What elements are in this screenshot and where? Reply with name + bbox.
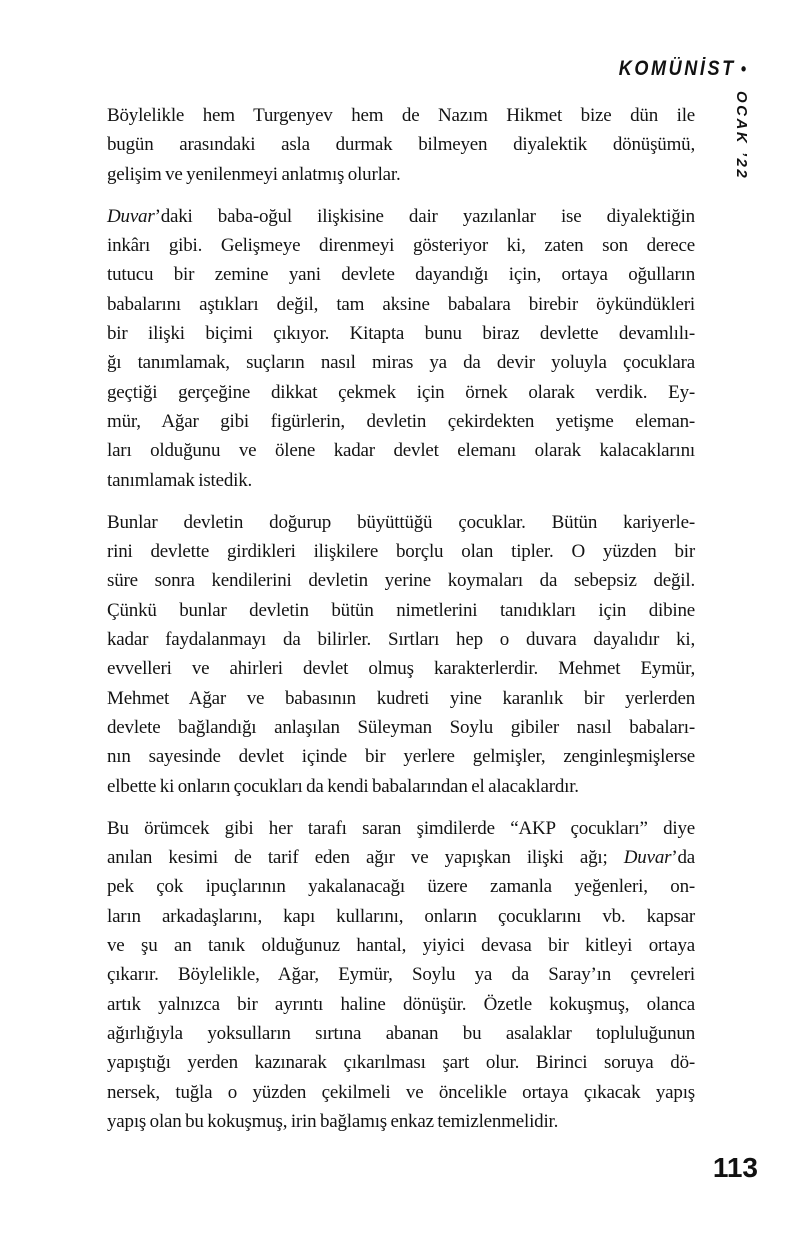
text-line: elbette ki onların çocukları da kendi babalarından el alacaklardır. <box>107 775 579 797</box>
text-line: yapıştığı yerden kazınarak çıkarılması şart olur. Birinci soruya dö- <box>107 1052 695 1074</box>
text-line: ğı tanımlamak, suçların nasıl miras ya da devir yoluyla çocuklara <box>107 352 695 374</box>
paragraph <box>107 508 695 801</box>
text-line: geçtiği gerçeğine dikkat çekmek için örnek olarak verdik. Ey- <box>107 381 695 403</box>
issue-label: OCAK ’22 <box>733 91 750 181</box>
text-line: ların arkadaşlarını, kapı kullarını, onların çocuklarını vb. kapsar <box>107 905 695 927</box>
magazine-title: KOMÜNİST <box>618 57 736 80</box>
text-line: yapış olan bu kokuşmuş, irin bağlamış enkaz temizlenmelidir. <box>107 1110 559 1132</box>
text-line: pek çok ipuçlarının yakalanacağı üzere zamanla yeğenleri, on- <box>107 876 695 898</box>
text-line: Bunlar devletin doğurup büyüttüğü çocuklar. Bütün kariyerle- <box>107 511 695 533</box>
text-line: evvelleri ve ahirleri devlet olmuş karakterlerdir. Mehmet Eymür, <box>107 658 695 680</box>
text-line: Bu örümcek gibi her tarafı saran şimdilerde “AKP çocukları” diye <box>107 817 695 839</box>
text-line: gelişim ve yenilenmeyi anlatmış olurlar. <box>107 163 401 185</box>
paragraph <box>107 202 695 495</box>
masthead <box>598 57 746 81</box>
page-number: 113 <box>712 1152 758 1183</box>
bullet-icon: • <box>740 59 746 79</box>
text-line: Böylelikle hem Turgenyev hem de Nazım Hikmet bize dün ile <box>107 105 695 126</box>
text-line: süre sonra kendilerini devletin yerine koymaları da sebepsiz değil. <box>107 570 695 592</box>
text-line: devlete bağlandığı anlaşılan Süleyman Soylu gibiler nasıl babaları- <box>107 716 695 738</box>
article-body <box>107 101 695 1136</box>
text-line: çıkarır. Böylelikle, Ağar, Eymür, Soylu ya da Saray’ın çevreleri <box>107 964 695 986</box>
text-line: babalarını aştıkları değil, tam aksine babalara birebir öykündükleri <box>107 293 695 315</box>
text-line: Mehmet Ağar ve babasının kudreti yine karanlık bir yerlerden <box>107 687 695 709</box>
paragraph <box>107 101 695 189</box>
text-line: Duvar’daki baba-oğul ilişkisine dair yazılanlar ise diyalektiğin <box>107 205 695 227</box>
text-line: tanımlamak istedik. <box>107 469 253 491</box>
text-line: rini devlette girdikleri ilişkilere borçlu olan tipler. O yüzden bir <box>107 541 695 563</box>
text-line: nersek, tuğla o yüzden çekilmeli ve öncelikle ortaya çıkacak yapış <box>107 1081 695 1103</box>
text-line: ağırlığıyla yoksulların sırtına abanan bu asalaklar topluluğunun <box>107 1022 695 1044</box>
text-line: nın sayesinde devlet içinde bir yerlere gelmişler, zenginleşmişlerse <box>107 746 695 768</box>
text-line: ve şu an tanık olduğunuz hantal, yiyici devasa bir kitleyi ortaya <box>107 935 695 957</box>
text-line: mür, Ağar gibi figürlerin, devletin çekirdekten yetişme eleman- <box>107 410 695 432</box>
text-line: anılan kesimi de tarif eden ağır ve yapışkan ilişki ağı; Duvar’da <box>107 847 695 869</box>
paragraph <box>107 814 695 1136</box>
text-line: Çünkü bunlar devletin bütün nimetlerini tanıdıkları için dibine <box>107 599 695 621</box>
text-line: bugün arasındaki asla durmak bilmeyen diyalektik dönüşümü, <box>107 134 695 156</box>
text-line: kadar faydalanmayı da bilirler. Sırtları hep o duvara dayalıdır ki, <box>107 629 695 651</box>
text-line: bir ilişki biçimi çıkıyor. Kitapta bunu biraz devlette devamlılı- <box>107 323 695 345</box>
text-line: inkârı gibi. Gelişmeye direnmeyi gösteriyor ki, zaten son derece <box>107 235 695 257</box>
text-line: artık yalnızca bir ayrıntı haline dönüşür. Özetle kokuşmuş, olanca <box>107 993 695 1015</box>
text-line: ları olduğunu ve ölene kadar devlet elemanı olarak kalacaklarını <box>107 440 695 462</box>
text-line: tutucu bir zemine yani devlete dayandığı için, ortaya oğulların <box>107 264 695 286</box>
